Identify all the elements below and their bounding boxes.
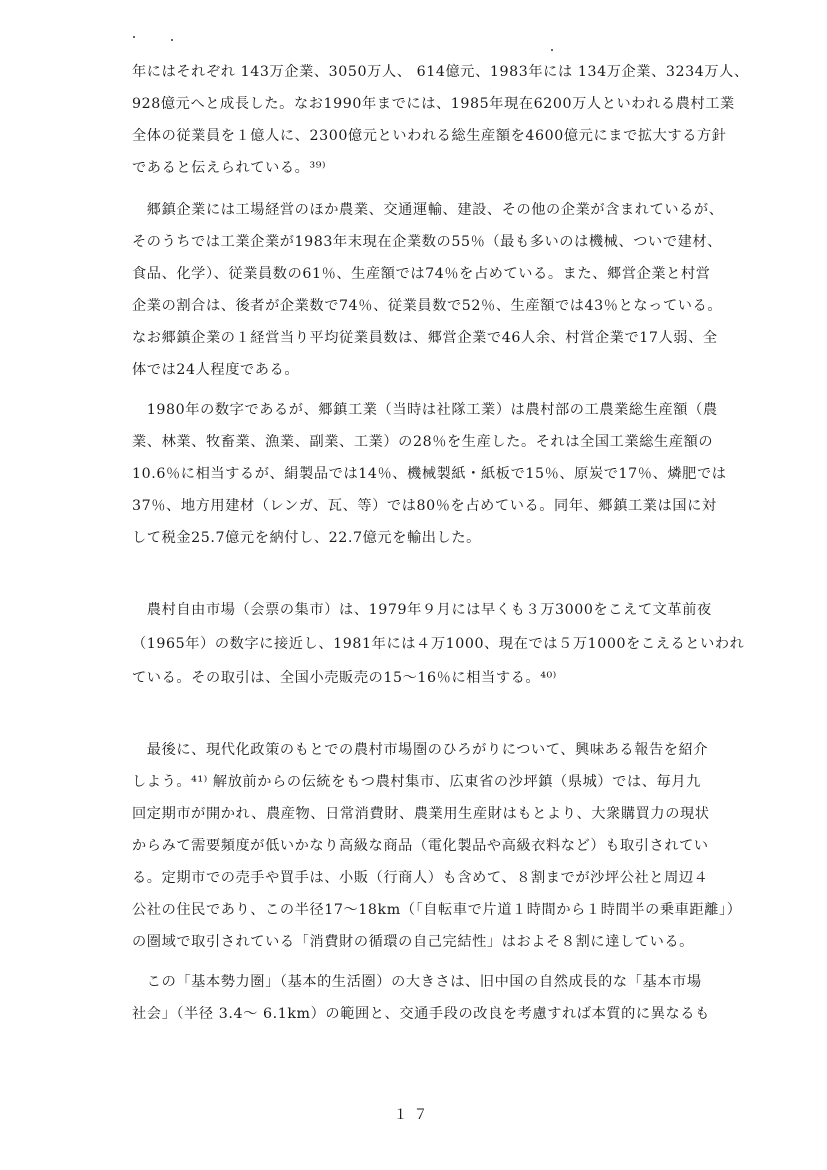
text-line: 1980年の数字であるが、郷鎮工業（当時は社隊工業）は農村部の工農業総生産額（農 — [132, 402, 718, 418]
text-line: る。定期市での売手や買手は、小販（行商人）も含めて、８割までが沙坪公社と周辺４ — [132, 870, 709, 886]
text-line: 農村自由市場（会票の集市）は、1979年９月には早くも３万3000をこえて文革前夜 — [132, 602, 712, 618]
text-line: 全体の従業員を１億人に、2300億元といわれる総生産額を4600億元にまで拡大する方針 — [132, 128, 727, 144]
page-number: １７ — [393, 1107, 434, 1123]
text-line: 体では24人程度である。 — [132, 362, 300, 378]
scan-speck — [133, 36, 135, 38]
text-line: 年にはそれぞれ 143万企業、3050万人、 614億元、1983年には 134万企業、3234万人、 — [132, 64, 749, 80]
text-line: 業、林業、牧畜業、漁業、副業、工業）の28％を生産した。それは全国工業総生産額の — [132, 434, 714, 450]
text-line: そのうちでは工業企業が1983年末現在企業数の55％（最も多いのは機械、ついで建材、 — [132, 234, 722, 250]
text-line: 37％、地方用建材（レンガ、瓦、等）では80％を占めている。同年、郷鎮工業は国に対 — [132, 498, 717, 514]
scan-speck — [551, 49, 553, 51]
text-line: して税金25.7億元を納付し、22.7億元を輸出した。 — [132, 530, 481, 546]
text-line: 社会」（半径 3.4～ 6.1km）の範囲と、交通手段の改良を考慮すれば本質的に異なるも — [132, 1006, 710, 1022]
text-line: しよう。⁴¹⁾ 解放前からの伝統をもつ農村集市、広東省の沙坪鎮（県城）では、毎月九 — [132, 774, 701, 790]
text-line: 企業の割合は、後者が企業数で74％、従業員数で52％、生産額では43％となっている。 — [132, 298, 723, 314]
text-line: 公社の住民であり、この半径17～18km（「自転車で片道１時間から１時間半の乗車距離」） — [132, 902, 742, 918]
text-line: であると伝えられている。³⁹⁾ — [132, 160, 327, 176]
text-line: 回定期市が開かれ、農産物、日常消費財、農業用生産財はもとより、大衆購買力の現状 — [132, 806, 710, 822]
text-line: 食品、化学）、従業員数の61％、生産額では74％を占めている。また、郷営企業と村営 — [132, 266, 711, 282]
text-line: 郷鎮企業には工場経営のほか農業、交通運輸、建設、その他の企業が含まれているが、 — [132, 202, 724, 218]
text-line: 10.6％に相当するが、絹製品では14％、機械製紙・紙板で15％、原炭で17％、燐肥では — [132, 466, 727, 482]
text-line: この「基本勢力圏」（基本的生活圏）の大きさは、旧中国の自然成長的な「基本市場 — [132, 974, 702, 990]
scan-speck — [171, 39, 173, 41]
text-line: 最後に、現代化政策のもとでの農村市場圏のひろがりについて、興味ある報告を紹介 — [132, 742, 709, 758]
text-line: なお郷鎮企業の１経営当り平均従業員数は、郷営企業で46人余、村営企業で17人弱、全 — [132, 330, 718, 346]
text-line: （1965年）の数字に接近し、1981年には４万1000、現在では５万1000をこえるといわれ — [132, 636, 745, 652]
text-line: の圏域で取引されている「消費財の循環の自己完結性」はおよそ８割に達している。 — [132, 934, 694, 950]
text-line: 928億元へと成長した。なお1990年までには、1985年現在6200万人といわれる農村工業 — [132, 96, 735, 112]
text-line: からみて需要頻度が低いかなり高級な商品（電化製品や高級衣料など）も取引されてい — [132, 838, 709, 854]
text-line: ている。その取引は、全国小売販売の15～16％に相当する。⁴⁰⁾ — [132, 670, 557, 686]
